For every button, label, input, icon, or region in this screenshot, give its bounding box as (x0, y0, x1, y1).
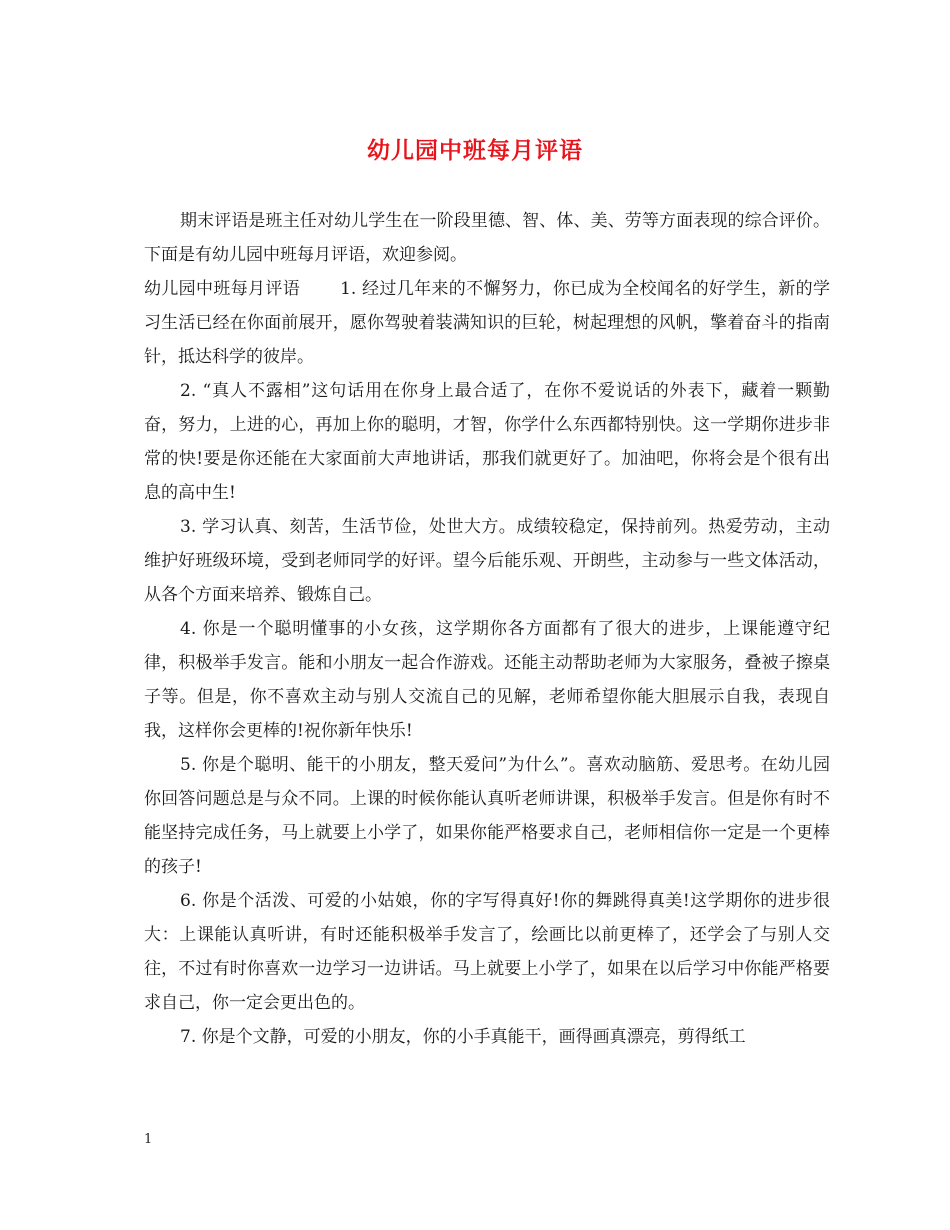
item-text-1: 1. 经过几年来的不懈努力，你已成为全校闻名的好学生，新的学习生活已经在你面前展开，愿你驾驶着装满知识的巨轮，树起理想的风帆，擎着奋斗的指南针，抵达科学的彼岸。 (144, 279, 830, 367)
item-paragraph-4: 4. 你是一个聪明懂事的小女孩，这学期你各方面都有了很大的进步，上课能遵守纪律，积极举手发言。能和小朋友一起合作游戏。还能主动帮助老师为大家服务，叠被子擦桌子等。但是，你不喜欢主动与别人交流自己的见解，老师希望你能大胆展示自我，表现自我，这样你会更棒的!祝你新年快乐! (144, 619, 830, 741)
document-body (144, 204, 830, 1054)
page-number: 1 (144, 1132, 153, 1147)
item-paragraph-1 (144, 272, 830, 374)
intro-paragraph: 期末评语是班主任对幼儿学生在一阶段里德、智、体、美、劳等方面表现的综合评价。下面是有幼儿园中班每月评语，欢迎参阅。 (144, 211, 830, 265)
section-label: 幼儿园中班每月评语 (144, 279, 301, 299)
item-paragraph-2: 2. “真人不露相”这句话用在你身上最合适了，在你不爱说话的外表下，藏着一颗勤奋，努力，上进的心，再加上你的聪明，才智，你学什么东西都特别快。这一学期你进步非常的快!要是你还能在大家面前大声地讲话，那我们就更好了。加油吧，你将会是个很有出息的高中生! (144, 381, 830, 503)
item-paragraph-7: 7. 你是个文静，可爱的小朋友，你的小手真能干，画得画真漂亮，剪得纸工 (180, 1027, 746, 1047)
item-paragraph-3: 3. 学习认真、刻苦，生活节俭，处世大方。成绩较稳定，保持前列。热爱劳动，主动维护好班级环境，受到老师同学的好评。望今后能乐观、开朗些，主动参与一些文体活动，从各个方面来培养、锻炼自己。 (144, 517, 830, 605)
item-paragraph-5: 5. 你是个聪明、能干的小朋友，整天爱问”为什么”。喜欢动脑筋、爱思考。在幼儿园你回答问题总是与众不同。上课的时候你能认真听老师讲课，积极举手发言。但是你有时不能坚持完成任务，马上就要上小学了，如果你能严格要求自己，老师相信你一定是一个更棒的孩子! (144, 755, 830, 877)
page-title: 幼儿园中班每月评语 (367, 137, 583, 164)
item-paragraph-6: 6. 你是个活泼、可爱的小姑娘，你的字写得真好!你的舞跳得真美!这学期你的进步很大：上课能认真听讲，有时还能积极举手发言了，绘画比以前更棒了，还学会了与别人交往，不过有时你喜欢一边学习一边讲话。马上就要上小学了，如果在以后学习中你能严格要求自己，你一定会更出色的。 (144, 891, 830, 1013)
